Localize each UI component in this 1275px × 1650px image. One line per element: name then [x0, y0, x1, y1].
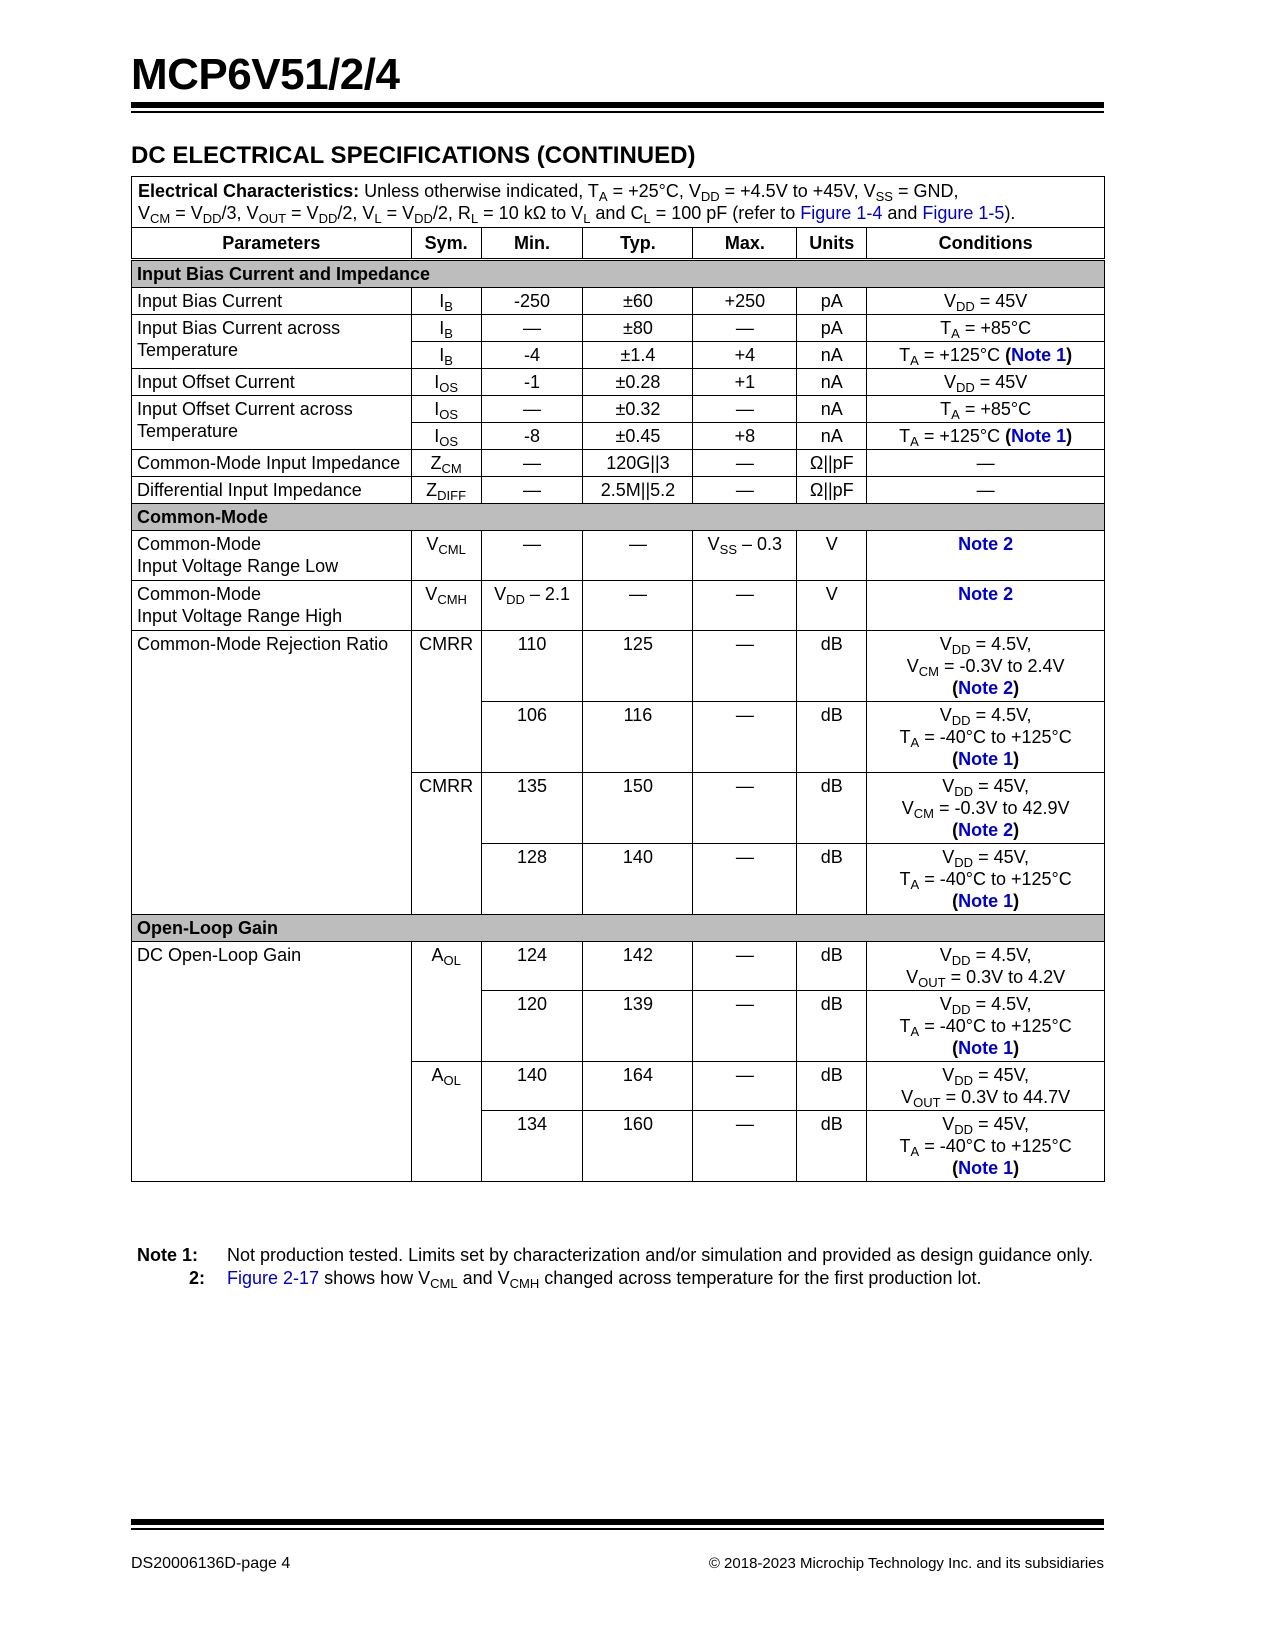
- cond-cell: [867, 531, 1105, 581]
- document-title: MCP6V51/2/4: [131, 50, 400, 99]
- max-cell: —: [693, 942, 797, 991]
- header-units: Units: [797, 228, 867, 260]
- typ-cell: 120G||3: [583, 450, 693, 477]
- min-cell: -250: [481, 288, 583, 315]
- table-row: [132, 288, 1105, 315]
- footer-rule-thin: [131, 1528, 1104, 1530]
- header-min: Min.: [481, 228, 583, 260]
- max-cell: —: [693, 450, 797, 477]
- note-1-link[interactable]: Note 1: [958, 1158, 1014, 1178]
- table-row: [132, 477, 1105, 504]
- units-cell: dB: [797, 631, 867, 702]
- typ-cell: ±60: [583, 288, 693, 315]
- typ-cell: ±0.28: [583, 369, 693, 396]
- param-cell: Input Offset Current: [132, 369, 412, 396]
- max-cell: +1: [693, 369, 797, 396]
- typ-cell: 2.5M||5.2: [583, 477, 693, 504]
- units-cell: V: [797, 531, 867, 581]
- max-cell: —: [693, 581, 797, 631]
- typ-cell: ±0.45: [583, 423, 693, 450]
- max-cell: —: [693, 844, 797, 915]
- param-cell: Input Bias Current across Temperature: [132, 315, 412, 369]
- max-cell: +250: [693, 288, 797, 315]
- ec-and: and: [882, 203, 923, 223]
- cond-cell: $T_A = +85^\circ C$: [867, 396, 1105, 423]
- sym-cell: $I_{OS}$: [411, 423, 481, 450]
- note-1-link[interactable]: Note 1: [958, 1038, 1014, 1058]
- units-cell: nA: [797, 342, 867, 369]
- min-cell: —: [481, 531, 583, 581]
- typ-cell: 140: [583, 844, 693, 915]
- min-cell: —: [481, 315, 583, 342]
- typ-cell: ±80: [583, 315, 693, 342]
- dc-spec-table: [131, 176, 1105, 1182]
- max-cell: +8: [693, 423, 797, 450]
- footer-doc-number: DS20006136D-page 4: [131, 1555, 291, 1572]
- param-cell: Input Bias Current: [132, 288, 412, 315]
- group-common-mode: Common-Mode: [132, 504, 1105, 531]
- note-1-link[interactable]: Note 1: [958, 891, 1014, 911]
- sym-cell: $Z_{CM}$: [411, 450, 481, 477]
- figure-1-4-link[interactable]: Figure 1-4: [800, 203, 883, 223]
- note-2-link[interactable]: Note 2: [958, 584, 1014, 604]
- sym-cell: $V_{CMH}$: [411, 581, 481, 631]
- max-cell: —: [693, 773, 797, 844]
- cond-cell: $V_{DD} = 45V$, $T_A = -40^\circ C$ to +125°C (Note 1): [867, 844, 1105, 915]
- max-cell: —: [693, 1062, 797, 1111]
- min-cell: 128: [481, 844, 583, 915]
- ec-text-1: Unless otherwise indicated, T: [359, 181, 599, 201]
- max-cell: —: [693, 991, 797, 1062]
- param-cell: DC Open-Loop Gain: [132, 942, 412, 1182]
- header-conditions: Conditions: [867, 228, 1105, 260]
- ec-label: Electrical Characteristics:: [138, 181, 360, 201]
- note-1: [137, 1244, 1097, 1267]
- ec-close: ).: [1004, 203, 1016, 223]
- typ-cell: 139: [583, 991, 693, 1062]
- group-open-loop-gain: Open-Loop Gain: [132, 915, 1105, 942]
- param-cell: Input Offset Current across Temperature: [132, 396, 412, 450]
- table-row: [132, 315, 1105, 342]
- typ-cell: ±0.32: [583, 396, 693, 423]
- cond-cell: $T_A = +85^\circ C$: [867, 315, 1105, 342]
- units-cell: dB: [797, 942, 867, 991]
- cond-cell: $V_{DD} = 45V$, $V_{OUT} = 0.3V$ to 44.7V: [867, 1062, 1105, 1111]
- sym-cell: $V_{CML}$: [411, 531, 481, 581]
- header-rule-thin: [131, 111, 1104, 113]
- typ-cell: 142: [583, 942, 693, 991]
- sym-cell: $A_{OL}$: [411, 1062, 481, 1182]
- electrical-characteristics: Electrical Characteristics: Unless otherwise indicated, $T_A = +25^\circ C$, $V_{DD} = +4.5V$ to +45V, $V_{SS}$ = GND, $V_{CM} = V_{DD}/3$, $V_{OUT} = V_{DD}/2$, $V_L = V_{DD}/2$, $R_L = 10$ kΩ to $V_L$ and $C_L = 100$ pF (refer to Figure 1-4 and Figure 1-5).: [132, 177, 1105, 228]
- cond-cell: $V_{DD} = 45V$, $T_A = -40^\circ C$ to +125°C (Note 1): [867, 1111, 1105, 1182]
- cond-cell: $V_{DD} = 45V$: [867, 288, 1105, 315]
- group-row: [132, 915, 1105, 942]
- cond-cell: —: [867, 450, 1105, 477]
- cond-cell: [867, 581, 1105, 631]
- footer-copyright: © 2018-2023 Microchip Technology Inc. and its subsidiaries: [708, 1555, 1104, 1572]
- units-cell: Ω||pF: [797, 477, 867, 504]
- min-cell: -4: [481, 342, 583, 369]
- table-row: [132, 450, 1105, 477]
- ec-text-2: (refer to: [732, 203, 801, 223]
- param-cell: Differential Input Impedance: [132, 477, 412, 504]
- units-cell: dB: [797, 702, 867, 773]
- units-cell: V: [797, 581, 867, 631]
- min-cell: 106: [481, 702, 583, 773]
- figure-2-17-link[interactable]: Figure 2-17: [227, 1268, 320, 1288]
- sym-cell: $I_B$: [411, 288, 481, 315]
- table-row: [132, 531, 1105, 581]
- typ-cell: 116: [583, 702, 693, 773]
- min-cell: $V_{DD} - 2.1$: [481, 581, 583, 631]
- sym-cell: $I_{OS}$: [411, 396, 481, 423]
- max-cell: —: [693, 631, 797, 702]
- cond-cell: $T_A = +125^\circ C$ (Note 1): [867, 342, 1105, 369]
- sym-cell: $I_B$: [411, 342, 481, 369]
- note-1-link[interactable]: Note 1: [1011, 345, 1067, 365]
- typ-cell: —: [583, 531, 693, 581]
- note-2: [137, 1267, 1097, 1290]
- units-cell: nA: [797, 396, 867, 423]
- footer-rule-thick: [131, 1519, 1104, 1525]
- cond-cell: —: [867, 477, 1105, 504]
- max-cell: —: [693, 396, 797, 423]
- note-2-link[interactable]: Note 2: [958, 534, 1014, 554]
- table-row: [132, 631, 1105, 702]
- units-cell: nA: [797, 423, 867, 450]
- units-cell: Ω||pF: [797, 450, 867, 477]
- min-cell: 135: [481, 773, 583, 844]
- units-cell: dB: [797, 991, 867, 1062]
- typ-cell: 160: [583, 1111, 693, 1182]
- header-parameters: Parameters: [132, 228, 412, 260]
- max-cell: $V_{SS} - 0.3$: [693, 531, 797, 581]
- param-cell: Common-Mode Input Voltage Range Low: [132, 531, 412, 581]
- table-notes: [137, 1244, 1097, 1290]
- units-cell: dB: [797, 844, 867, 915]
- header-typ: Typ.: [583, 228, 693, 260]
- typ-cell: 125: [583, 631, 693, 702]
- cond-cell: $V_{DD} = 45V$, $V_{CM} = -0.3V$ to 42.9V (Note 2): [867, 773, 1105, 844]
- cond-cell: $V_{DD} = 4.5V$, $T_A = -40^\circ C$ to +125°C (Note 1): [867, 991, 1105, 1062]
- cond-cell: $V_{DD} = 4.5V$, $V_{OUT} = 0.3V$ to 4.2V: [867, 942, 1105, 991]
- units-cell: dB: [797, 773, 867, 844]
- cond-cell: $V_{DD} = 45V$: [867, 369, 1105, 396]
- units-cell: nA: [797, 369, 867, 396]
- header-row: [132, 228, 1105, 260]
- units-cell: dB: [797, 1111, 867, 1182]
- note-1-label: Note 1:: [137, 1245, 199, 1265]
- header-max: Max.: [693, 228, 797, 260]
- typ-cell: 164: [583, 1062, 693, 1111]
- max-cell: —: [693, 315, 797, 342]
- table-row: [132, 396, 1105, 423]
- group-row: [132, 504, 1105, 531]
- figure-1-5-link[interactable]: Figure 1-5: [922, 203, 1005, 223]
- sym-cell: CMRR: [411, 631, 481, 773]
- min-cell: 134: [481, 1111, 583, 1182]
- units-cell: dB: [797, 1062, 867, 1111]
- table-row: [132, 581, 1105, 631]
- min-cell: 140: [481, 1062, 583, 1111]
- min-cell: -8: [481, 423, 583, 450]
- units-cell: pA: [797, 315, 867, 342]
- note-2-link[interactable]: Note 2: [958, 820, 1014, 840]
- sym-cell: $I_{OS}$: [411, 369, 481, 396]
- note-2-text: Figure 2-17 shows how $V_{CML}$ and $V_{CMH}$ changed across temperature for the first production lot.: [227, 1268, 982, 1291]
- param-cell: Common-Mode Input Impedance: [132, 450, 412, 477]
- cond-cell: $V_{DD} = 4.5V$, $T_A = -40^\circ C$ to +125°C (Note 1): [867, 702, 1105, 773]
- param-cell: Common-Mode Input Voltage Range High: [132, 581, 412, 631]
- group-input-bias: Input Bias Current and Impedance: [132, 260, 1105, 288]
- min-cell: 124: [481, 942, 583, 991]
- ec-row: [132, 177, 1105, 228]
- table-row: [132, 369, 1105, 396]
- cond-cell: $T_A = +125^\circ C$ (Note 1): [867, 423, 1105, 450]
- table-row: [132, 942, 1105, 991]
- max-cell: —: [693, 1111, 797, 1182]
- param-cell: Common-Mode Rejection Ratio: [132, 631, 412, 915]
- header-sym: Sym.: [411, 228, 481, 260]
- cond-cell: $V_{DD} = 4.5V$, $V_{CM} = -0.3V$ to 2.4V (Note 2): [867, 631, 1105, 702]
- sym-cell: $Z_{DIFF}$: [411, 477, 481, 504]
- units-cell: pA: [797, 288, 867, 315]
- min-cell: 110: [481, 631, 583, 702]
- min-cell: —: [481, 477, 583, 504]
- group-row: [132, 260, 1105, 288]
- note-1-link[interactable]: Note 1: [958, 749, 1014, 769]
- typ-cell: ±1.4: [583, 342, 693, 369]
- max-cell: —: [693, 702, 797, 773]
- note-2-label: 2:: [189, 1268, 206, 1288]
- typ-cell: 150: [583, 773, 693, 844]
- max-cell: +4: [693, 342, 797, 369]
- note-2-link[interactable]: Note 2: [958, 678, 1014, 698]
- min-cell: —: [481, 396, 583, 423]
- header-rule-thick: [131, 102, 1104, 108]
- min-cell: 120: [481, 991, 583, 1062]
- max-cell: —: [693, 477, 797, 504]
- sym-cell: CMRR: [411, 773, 481, 915]
- note-1-link[interactable]: Note 1: [1011, 426, 1067, 446]
- note-1-text: Not production tested. Limits set by characterization and/or simulation and provided as design guidance only.: [227, 1245, 1094, 1265]
- min-cell: —: [481, 450, 583, 477]
- typ-cell: —: [583, 581, 693, 631]
- sym-cell: $A_{OL}$: [411, 942, 481, 1062]
- section-title: DC ELECTRICAL SPECIFICATIONS (CONTINUED): [131, 142, 696, 169]
- min-cell: -1: [481, 369, 583, 396]
- sym-cell: $I_B$: [411, 315, 481, 342]
